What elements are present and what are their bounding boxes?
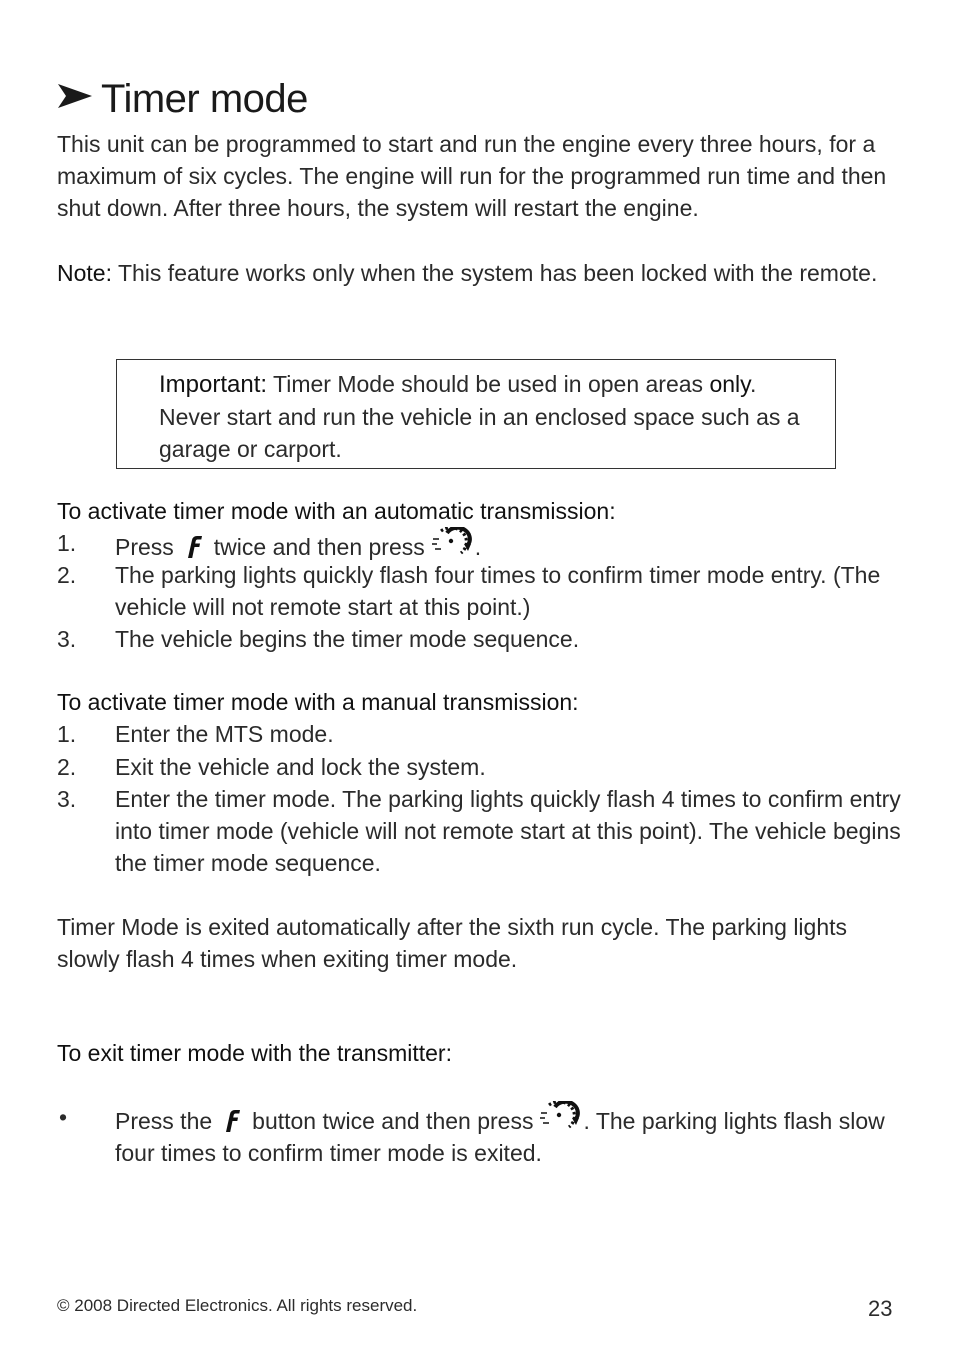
- step-text-b: twice and then press: [213, 534, 425, 560]
- step-number: 3.: [57, 626, 77, 652]
- important-text-b: . Never start and run the vehicle in an enclosed space such as a garage or carport.: [159, 371, 800, 462]
- manual-heading: To activate timer mode with a manual transmission:: [57, 689, 579, 715]
- function-f-icon: [218, 1107, 244, 1133]
- important-label: Important:: [159, 371, 268, 398]
- bullet-mark: •: [59, 1104, 68, 1130]
- step-number: 1.: [57, 721, 77, 747]
- important-only: only: [709, 371, 750, 397]
- step-text: Enter the MTS mode.: [115, 721, 334, 747]
- bullet-text-a: Press the: [115, 1108, 213, 1134]
- arrowhead-icon: [57, 83, 93, 109]
- page-title-text: Timer mode: [101, 76, 308, 121]
- function-f-icon: [180, 533, 206, 559]
- step-text-a: Press: [115, 534, 174, 560]
- important-box: [116, 359, 836, 469]
- note-paragraph: [57, 257, 907, 289]
- exit-transmitter-heading: To exit timer mode with the transmitter:: [57, 1040, 452, 1066]
- step-text: [115, 527, 915, 563]
- note-label: Note:: [57, 260, 112, 286]
- step-text: The parking lights quickly flash four times to confirm timer mode entry. (The vehicle will not remote start at this point.): [115, 562, 881, 620]
- timer-start-icon: [537, 1101, 581, 1131]
- important-text-a: Timer Mode should be used in open areas: [267, 371, 710, 397]
- step-text: The vehicle begins the timer mode sequence.: [115, 626, 580, 652]
- note-text: This feature works only when the system has been locked with the remote.: [111, 260, 878, 286]
- intro-paragraph: This unit can be programmed to start and run the engine every three hours, for a maximum of six cycles. The engine will run for the programmed run time and then shut down. After three hours, the system will restart the engine.: [57, 131, 887, 221]
- step-number: 2.: [57, 562, 77, 588]
- automatic-heading: To activate timer mode with an automatic transmission:: [57, 498, 616, 524]
- page-title: [57, 77, 308, 122]
- step-text-c: .: [474, 534, 482, 560]
- step-number: 3.: [57, 786, 77, 812]
- bullet-text-c: . The parking lights flash slow four times to confirm timer mode is exited.: [115, 1108, 885, 1166]
- copyright-footer: © 2008 Directed Electronics. All rights reserved.: [57, 1296, 418, 1315]
- step-text: Exit the vehicle and lock the system.: [115, 754, 486, 780]
- step-number: 1.: [57, 530, 77, 556]
- exit-auto-paragraph: Timer Mode is exited automatically after the sixth run cycle. The parking lights slowly flash 4 times when exiting timer mode.: [57, 914, 848, 972]
- timer-start-icon: [429, 527, 473, 557]
- step-number: 2.: [57, 754, 77, 780]
- important-text: [159, 368, 809, 465]
- page-number: 23: [868, 1296, 893, 1321]
- step-text: Enter the timer mode. The parking lights quickly flash 4 times to confirm entry into timer mode (vehicle will not remote start at this point). The vehicle begins the timer mode sequence.: [115, 786, 901, 876]
- bullet-text-b: button twice and then press: [252, 1108, 534, 1134]
- bullet-text: [115, 1101, 915, 1169]
